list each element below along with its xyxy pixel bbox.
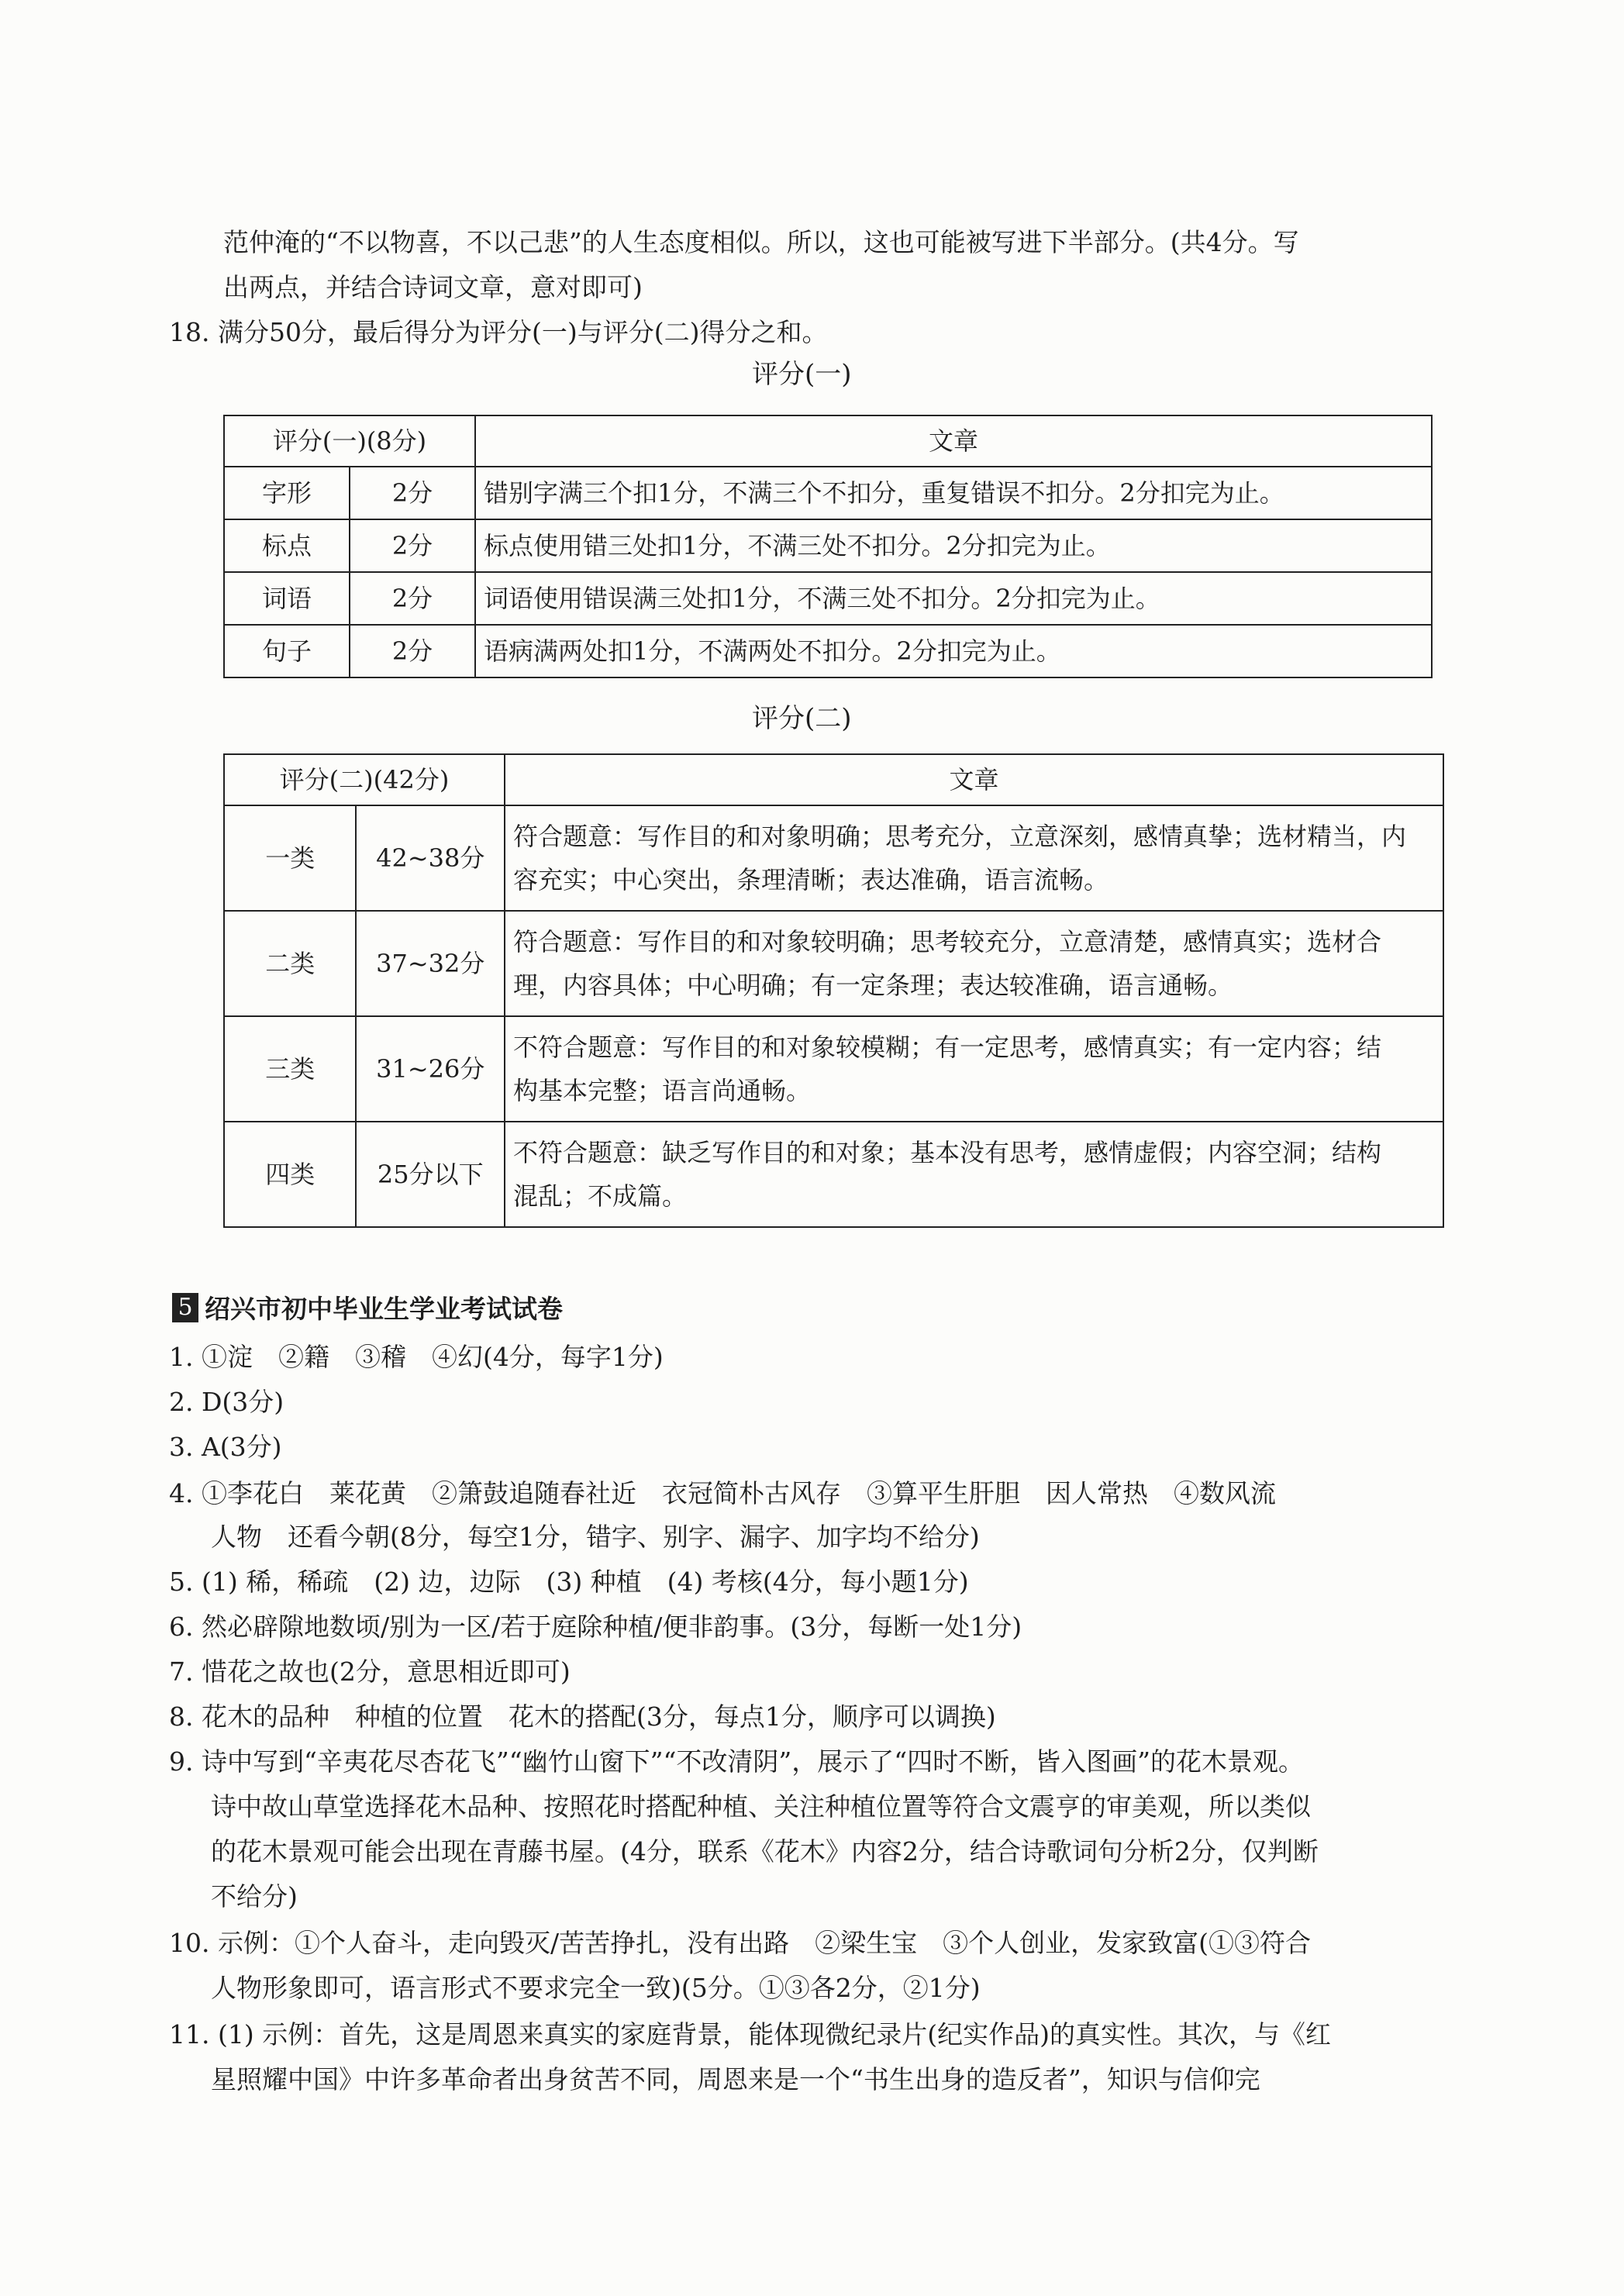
table2-desc-line-2: 理，内容具体；中心明确；有一定条理；表达较准确，语言通畅。 <box>513 970 1233 1000</box>
answer-9-line-4: 不给分) <box>211 1881 298 1912</box>
answer-9-line-1: 9. 诗中写到“辛夷花尽杏花飞”“幽竹山窗下”“不改清阴”，展示了“四时不断，皆入图画”的花木景观。 <box>169 1746 1304 1777</box>
answer-10-line-2: 人物形象即可，语言形式不要求完全一致)(5分。①③各2分，②1分) <box>211 1973 981 2003</box>
answer-7: 7. 惜花之故也(2分，意思相近即可) <box>169 1656 571 1687</box>
table2-score: 25分以下 <box>356 1122 505 1227</box>
table-row <box>224 467 1432 519</box>
table2-cat: 二类 <box>224 911 356 1016</box>
table1-header-left: 评分(一)(8分) <box>224 415 475 467</box>
section-number-badge: 5 <box>172 1293 198 1322</box>
table2-desc-line-1: 符合题意：写作目的和对象较明确；思考较充分，立意清楚，感情真实；选材合 <box>513 927 1382 957</box>
question-18: 18. 满分50分，最后得分为评分(一)与评分(二)得分之和。 <box>169 317 828 347</box>
table1-header-right: 文章 <box>475 415 1432 467</box>
section-title: 绍兴市初中毕业生学业考试试卷 <box>205 1294 563 1324</box>
table2-score: 37~32分 <box>356 911 505 1016</box>
table1-desc: 标点使用错三处扣1分，不满三处不扣分。2分扣完为止。 <box>475 519 1432 572</box>
table2-cat: 一类 <box>224 805 356 911</box>
answer-5: 5. (1) 稀，稀疏 (2) 边，边际 (3) 种植 (4) 考核(4分，每小题1分) <box>169 1567 969 1597</box>
section-heading <box>172 1293 563 1326</box>
table2-caption: 评分(二) <box>752 703 852 734</box>
table1-score: 2分 <box>350 625 475 677</box>
table-row <box>224 625 1432 677</box>
intro-line-1: 范仲淹的“不以物喜，不以己悲”的人生态度相似。所以，这也可能被写进下半部分。(共4分。写 <box>223 227 1299 257</box>
answer-11-line-1: 11. (1) 示例：首先，这是周恩来真实的家庭背景，能体现微纪录片(纪实作品)的真实性。其次，与《红 <box>169 2019 1331 2050</box>
answer-4-line-2: 人物 还看今朝(8分，每空1分，错字、别字、漏字、加字均不给分) <box>211 1522 980 1552</box>
table-row <box>224 911 1443 1016</box>
table2-header-right: 文章 <box>505 754 1443 805</box>
table1-cat: 词语 <box>224 572 350 625</box>
answer-8: 8. 花木的品种 种植的位置 花木的搭配(3分，每点1分，顺序可以调换) <box>169 1701 996 1732</box>
table1-desc: 语病满两处扣1分，不满两处不扣分。2分扣完为止。 <box>475 625 1432 677</box>
table2-score: 42~38分 <box>356 805 505 911</box>
table1-cat: 字形 <box>224 467 350 519</box>
table2-desc-line-1: 不符合题意：写作目的和对象较模糊；有一定思考，感情真实；有一定内容；结 <box>513 1033 1382 1062</box>
table1-score: 2分 <box>350 467 475 519</box>
table1-cat: 标点 <box>224 519 350 572</box>
scoring-table-1 <box>223 415 1433 678</box>
table2-desc-line-1: 符合题意：写作目的和对象明确；思考充分，立意深刻，感情真挚；选材精当，内 <box>513 822 1407 851</box>
table2-desc-line-2: 构基本完整；语言尚通畅。 <box>513 1076 812 1105</box>
table-row <box>224 519 1432 572</box>
table1-caption: 评分(一) <box>752 359 852 390</box>
table2-desc-line-2: 混乱；不成篇。 <box>513 1181 688 1211</box>
table1-score: 2分 <box>350 519 475 572</box>
answer-1: 1. ①淀 ②籍 ③稽 ④幻(4分，每字1分) <box>169 1342 664 1372</box>
table-row <box>224 572 1432 625</box>
table2-cat: 四类 <box>224 1122 356 1227</box>
answer-9-line-2: 诗中故山草堂选择花木品种、按照花时搭配种植、关注种植位置等符合文震亨的审美观，所以类似 <box>211 1791 1311 1822</box>
table2-desc-line-2: 容充实；中心突出，条理清晰；表达准确，语言流畅。 <box>513 865 1109 895</box>
table-row <box>224 1122 1443 1227</box>
answer-10-line-1: 10. 示例：①个人奋斗，走向毁灭/苦苦挣扎，没有出路 ②梁生宝 ③个人创业，发家致富(①③符合 <box>169 1928 1311 1958</box>
table-row <box>224 805 1443 911</box>
answer-9-line-3: 的花木景观可能会出现在青藤书屋。(4分，联系《花木》内容2分，结合诗歌词句分析2分，仅判断 <box>211 1836 1319 1867</box>
intro-line-2: 出两点，并结合诗词文章，意对即可) <box>223 272 643 302</box>
table1-score: 2分 <box>350 572 475 625</box>
table2-cat: 三类 <box>224 1016 356 1122</box>
table2-score: 31~26分 <box>356 1016 505 1122</box>
table1-cat: 句子 <box>224 625 350 677</box>
table-row <box>224 1016 1443 1122</box>
answer-2: 2. D(3分) <box>169 1387 284 1417</box>
answer-3: 3. A(3分) <box>169 1432 282 1462</box>
answer-4-line-1: 4. ①李花白 莱花黄 ②箫鼓追随春社近 衣冠简朴古风存 ③算平生肝胆 因人常热 ④数风流 <box>169 1478 1276 1508</box>
table1-desc: 词语使用错误满三处扣1分，不满三处不扣分。2分扣完为止。 <box>475 572 1432 625</box>
answer-6: 6. 然必辟隙地数顷/别为一区/若于庭除种植/便非韵事。(3分，每断一处1分) <box>169 1612 1022 1642</box>
table2-desc-line-1: 不符合题意：缺乏写作目的和对象；基本没有思考，感情虚假；内容空洞；结构 <box>513 1138 1382 1167</box>
answer-11-line-2: 星照耀中国》中许多革命者出身贫苦不同，周恩来是一个“书生出身的造反者”，知识与信仰完 <box>211 2064 1260 2094</box>
table2-header-left: 评分(二)(42分) <box>224 754 505 805</box>
table1-desc: 错别字满三个扣1分，不满三个不扣分，重复错误不扣分。2分扣完为止。 <box>475 467 1432 519</box>
scoring-table-2 <box>223 753 1444 1228</box>
